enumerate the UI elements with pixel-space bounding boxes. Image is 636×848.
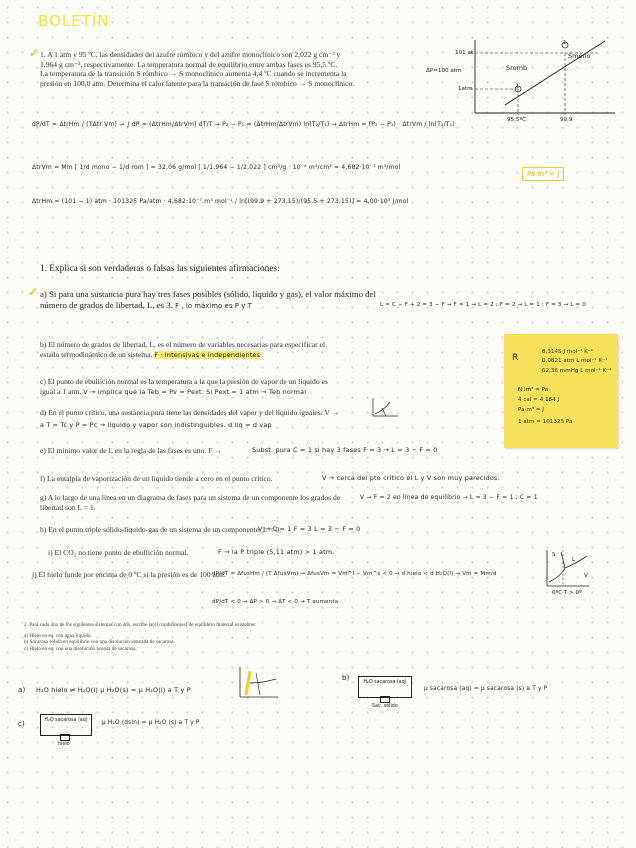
- answer-c: μ H₂O (dsln) = μ H₂O (s) a T y P: [102, 720, 200, 726]
- graph-point-bottom: 1: [516, 85, 520, 90]
- statement-b: b) El número de grados de libertad, L, es el número de variables necesarias para especificar el estado termodinámico de un sistema. F · intensivas e independientes: [40, 340, 326, 359]
- statement-i-answer: F → la P triple (5,11 atm) > 1 atm.: [218, 548, 335, 556]
- statement-a-rule: L = C − F + 2 = 3 − F → F = 1 → L = 2 ; F = 2 → L = 1 ; F = 3 → L = 0: [380, 302, 586, 308]
- statement-e-answer: Subst. pura C = 1 si hay 3 fases F = 3 → L = 3 − F = 0: [252, 446, 438, 454]
- answer-c-solid-icon: [60, 734, 70, 741]
- statement-f: f) La entalpía de vaporización de un líquido tiende a cero en el punto crítico.: [40, 474, 273, 483]
- graph-point-top: 2: [563, 41, 567, 46]
- problem1-eq2: ΔtrVm = Mm [ 1/d mono − 1/d rom ] = 32,06 g/mol [ 1/1,964 − 1/2,022 ] cm³/g · 10⁻⁶ m³/cm³ = 4,682·10⁻⁷ m³/mol: [32, 164, 401, 171]
- answer-b-solid-icon: [380, 696, 390, 703]
- answer-c-container: H₂O sacarosa (aq): [40, 714, 92, 736]
- page-title: BOLETÍN: [38, 12, 110, 30]
- answer-b-solid-label: Sac. sólido: [372, 704, 398, 709]
- graph-y-top: 101 at: [455, 50, 474, 56]
- statement-j: j) El hielo funde por encima de 0 ºC si la presión es de 100 atm.: [32, 570, 226, 579]
- graph-region-right: Smono: [568, 52, 591, 60]
- answer-c-solid-label: hielo: [58, 742, 70, 747]
- statement-i: i) El CO₂ no tiene punto de ebullición normal.: [48, 548, 189, 557]
- water-sketch-v: V: [584, 573, 588, 579]
- phase-diagram-sulfur: [420, 35, 620, 125]
- problem1-statement: 1. A 1 atm y 95 ºC, las densidades del azufre rómbico y del azufre monoclínico son 2,022 g cm⁻³ y 1,964 g cm⁻³, respectivamente. La temperatura normal de equilibrio entre ambas fases es 95,5 ºC. La temperatura de la transición S rómbico → S monoclínico aumenta 4,4 ºC cuando se incrementa la presión en 100,0 atm. Determina el calor latente para la transición de fase S rómbico → S monoclínico.: [40, 50, 355, 88]
- constants-sticky-note: 8,3145 J mol⁻¹ K⁻¹ 0,0821 atm L mol⁻¹ K⁻¹ 62,36 mmHg L mol⁻¹ K⁻¹ R N Im³ = Pa 4 cal = 4,184 J Pa·m³ = J 1 atm = 101325 Pa: [504, 334, 618, 448]
- answer-a-label: a): [18, 686, 26, 694]
- section1-title: 1. Explica si son verdaderas o falsas las siguientes afirmaciones:: [40, 264, 280, 274]
- check-icon: ✓: [29, 46, 40, 60]
- statement-h-answer: V → C = 1 F = 3 L = 3 − F = 0: [258, 525, 361, 533]
- graph-y-bottom: 1atm: [458, 86, 473, 92]
- statement-f-answer: V → cerca del pto crítico el L y V son muy parecidos.: [322, 474, 500, 482]
- statement-e: e) El mínimo valor de L en la regla de las fases es uno. F →: [40, 446, 222, 455]
- statement-h: h) En el punto triple sólido-líquido-gas de un sistema de un componente, L = 0.: [40, 525, 282, 534]
- ice-water-sketch: [236, 665, 280, 701]
- answer-c-label: c): [18, 720, 25, 728]
- critical-point-sketch: [370, 396, 400, 418]
- water-phase-sketch: [543, 548, 591, 590]
- statement-g-answer: V → F = 2 en línea de equilibrio → L = 3 − F = 1 ; C = 1: [360, 494, 538, 501]
- graph-x-right: 99,9: [560, 117, 573, 123]
- statement-a: a) Si para una sustancia pura hay tres fases posibles (sólido, líquido y gas), el valor máximo del número de grados de libertad, L, es 3. F , lo máximo es P y T: [40, 289, 376, 310]
- problem1-eq3: ΔtrHm = (101 − 1) atm · 101325 Pa/atm · 4,682·10⁻⁷ m³ mol⁻¹ / ln[(99,9 + 273,15)/(95,5 + 273,15)] = 4,00·10³ J/mol: [32, 198, 409, 205]
- unit-box: Pa·m³ = J: [522, 167, 564, 181]
- answer-b: μ sacarosa (aq) = μ sacarosa (s) a T y P: [424, 686, 548, 692]
- check-icon-a: ✓: [28, 285, 39, 299]
- statement-d: d) En el punto crítico, una sustancia pura tiene las densidades del vapor y del líquido iguales. V →: [40, 408, 340, 417]
- graph-y-label: ΔP=100 atm: [426, 68, 462, 74]
- statement-j-answer2: dP/dT < 0 → ΔP > 0 → ΔT < 0 → T aumenta: [212, 599, 339, 605]
- water-sketch-x: 0ºC T > 0º: [552, 590, 582, 596]
- statement-g: g) A lo largo de una línea en un diagrama de fases para un sistema de un componente los grados de libertad son L = 1.: [40, 493, 341, 512]
- statement-c: c) El punto de ebullición normal es la temperatura a la que la presión de vapor de un líquido es igual a 1 atm. V → implica que la Teb = Pv = Pext. Si Pext = 1 atm → Teb normal: [40, 377, 328, 396]
- problem2-statement: 2. Para cada uno de los siguientes sistemas con dos, escribe la(s) condición(es) de equilibrio material existentes: a) Hielo en eq. con agua líquida. b) Sacarosa sólida en equilibrio con una disolución saturada de sacarosa. c) Hielo en eq. con una disolución acuosa de sacarosa.: [24, 622, 257, 652]
- graph-x-left: 95,5ºC: [507, 117, 526, 123]
- answer-b-container: H₂O sacarosa (aq): [358, 676, 412, 698]
- answer-a: H₂O hielo ⇌ H₂O(l) μ H₂O(s) = μ H₂O(l) a T y P: [36, 686, 191, 694]
- water-sketch-s: S: [552, 552, 556, 558]
- answer-b-label: b): [342, 674, 350, 682]
- statement-d-answer: a T = Tc y P = Pc → líquido y vapor son indistinguibles. d liq = d vap: [40, 421, 272, 429]
- water-sketch-l: L: [572, 557, 576, 563]
- statement-j-answer1: dP/dT = ΔfusHm / (T ΔfusVm) → ΔfusVm = Vm^l − Vm^s < 0 → d hielo < d H₂O(l) → Vm = Mm/d: [212, 571, 497, 577]
- problem1-eq1: dP/dT = ΔtrHm / (TΔtr Vm) → ∫ dP = (ΔtrHm/ΔtrVm) dT/T → P₂ − P₁ = (ΔtrHm/ΔtrVm) ln(T₂/T₁) → ΔtrHm = (P₂ − P₁) · ΔtrVm / ln(T₂/T₁): [32, 121, 455, 128]
- graph-region-left: Sromb: [506, 64, 528, 72]
